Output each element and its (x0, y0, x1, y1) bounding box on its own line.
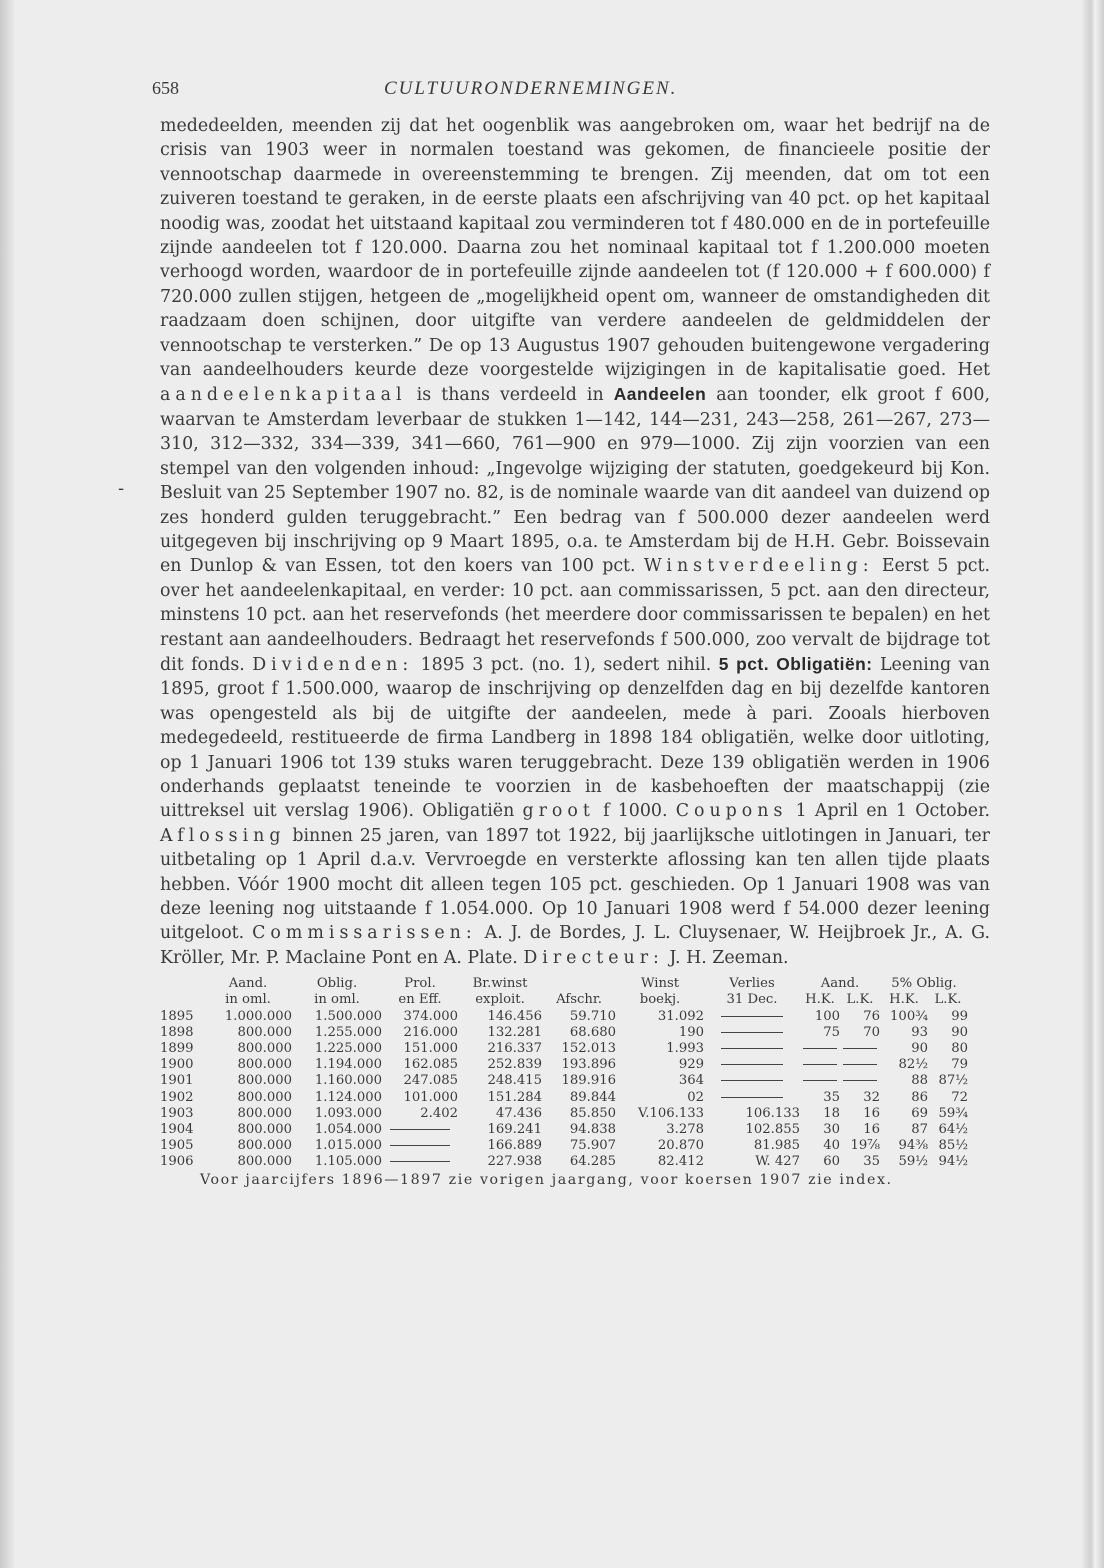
financial-table (160, 976, 968, 1170)
table-cell: 3.278 (666, 1122, 704, 1138)
table-cell: 189.916 (561, 1073, 616, 1089)
table-cell: 102.855 (745, 1122, 800, 1138)
year-cell: 1898 (160, 1024, 194, 1040)
table-cell: 800.000 (237, 1122, 292, 1138)
table-cell: 800.000 (237, 1138, 292, 1154)
table-cell: 80 (951, 1041, 968, 1057)
dash-placeholder (721, 1064, 783, 1065)
spaced-term-aandeelenkapitaal: aandeelenkapitaal (160, 385, 407, 406)
year-cell: 1904 (160, 1122, 194, 1138)
table-cell (704, 1057, 800, 1073)
dash-placeholder (721, 1016, 783, 1017)
body-paragraph (160, 114, 990, 970)
page-edge-right (1082, 0, 1104, 1568)
table-cell: 374.000 (403, 1008, 458, 1024)
table-cell: 166.889 (487, 1138, 542, 1154)
dash-placeholder (843, 1064, 877, 1065)
table-cell: 162.085 (403, 1057, 458, 1073)
table-cell: 82½ (898, 1057, 928, 1073)
text-run: 1895 3 pct. (no. 1), sedert nihil. (413, 654, 719, 675)
year-cell: 1900 (160, 1057, 194, 1073)
page-edge-left (0, 0, 14, 1568)
table-cell (382, 1138, 458, 1154)
table-cell: 82.412 (657, 1154, 704, 1170)
table-cell: 87½ (938, 1073, 968, 1089)
table-header-cell: Br.winst (472, 976, 528, 992)
text-run: aan toonder, elk groot f 600, waarvan te Amsterdam leverbaar de stukken 1—142, 144—231, 243—258, 261—267, 273—310, 312—332, 334—339, 341—660, 761—900 en 979—1000. Zij zijn voorzien van een stempel van den volgenden inhoud: „Ingevolge wijziging der statuten, goedgekeurd bij Kon. Besluit van 25 September 1907 no. 82, is de nominale waarde van dit aandeel van duizend op zes honderd gulden teruggebracht.” Een bedrag van f 500.000 dezer aandeelen werd uitgegeven bij inschrijving op 9 Maart 1895, o.a. te Amsterdam bij de H.H. Gebr. Boissevain en Dunlop & van Essen, tot den koers van 100 pct. (160, 385, 990, 577)
year-cell: 1902 (160, 1089, 194, 1105)
table-cell (704, 1041, 800, 1057)
table-header-row (160, 992, 968, 1008)
table-cell: 18 (823, 1105, 840, 1121)
table-cell: 800.000 (237, 1041, 292, 1057)
text-run: binnen 25 jaren, van 1897 tot 1922, bij jaarlijksche uitlotingen in Januari, ter uitbetaling op 1 April d.a.v. Vervroegde en versterkte aflossing kan ten allen tijde plaats hebben. Vóór 1900 mocht dit alleen tegen 105 pct. geschieden. Op 1 Januari 1908 was van deze leening nog uitstaande f 1.054.000. Op 10 Januari 1908 werd f 54.000 dezer leening uitgeloot. (160, 825, 990, 944)
dash-placeholder (721, 1048, 783, 1049)
table-cell: 86 (911, 1089, 928, 1105)
margin-mark: - (118, 478, 125, 499)
dash-placeholder (721, 1097, 783, 1098)
page-number: 658 (152, 78, 179, 98)
table-header-cell: in oml. (225, 992, 271, 1008)
table-cell (800, 1041, 840, 1057)
table-row (160, 1041, 968, 1057)
table-cell: 227.938 (487, 1154, 542, 1170)
table-header-cell: exploit. (475, 992, 525, 1008)
table-header-cell: 5% Oblig. (891, 976, 957, 992)
year-cell: 1905 (160, 1138, 194, 1154)
table-cell: V.106.133 (638, 1105, 704, 1121)
year-cell: 1906 (160, 1154, 194, 1170)
table-cell: 800.000 (237, 1073, 292, 1089)
table-cell (704, 1009, 800, 1025)
table-header-cell: en Eff. (398, 992, 442, 1008)
table-cell: 190 (678, 1024, 704, 1040)
text-run: mededeelden, meenden zij dat het oogenblik was aangebroken om, waar het bedrijf na de crisis van 1903 weer in normalen toestand was gekomen, de financieele positie der vennootschap daarmede in overeenstemming te brengen. Zij meenden, dat om tot een zuiveren toestand te geraken, in de eerste plaats een afschrijving van 40 pct. op het kapitaal noodig was, zoodat het uitstaand kapitaal zou verminderen tot f 480.000 en de in portefeuille zijnde aandeelen tot f 120.000. Daarna zou het nominaal kapitaal tot f 1.200.000 moeten verhoogd worden, waardoor de in portefeuille zijnde aandeelen tot (f 120.000 + f 600.000) f 720.000 zullen stijgen, hetgeen de „mogelijkheid opent om, wanneer de omstandigheden dit raadzaam doen schijnen, door uitgifte van verdere aandeelen de geldmiddelen der vennootschap te versterken.” De op 13 Augustus 1907 gehouden buitengewone vergadering van aandeelhouders keurde deze voorgestelde wijzigingen in de kapitalisatie goed. Het (160, 116, 990, 381)
table-cell: 75 (823, 1024, 840, 1040)
table-row (160, 1073, 968, 1089)
table-row (160, 1122, 968, 1138)
table-cell: 1.054.000 (314, 1122, 382, 1138)
table-header-cell: H.K. (889, 992, 919, 1008)
table-cell (800, 1073, 840, 1089)
spaced-term-directeur: Directeur: (523, 947, 664, 968)
table-row (160, 1090, 968, 1106)
table-cell: 1.015.000 (314, 1138, 382, 1154)
year-cell: 1899 (160, 1041, 194, 1057)
running-title: CULTUURONDERNEMINGEN. (384, 78, 678, 99)
table-cell: 90 (951, 1024, 968, 1040)
table-cell (704, 1073, 800, 1089)
table-cell: 75.907 (569, 1138, 616, 1154)
table-row (160, 1106, 968, 1122)
table-row (160, 1154, 968, 1170)
book-page (152, 78, 990, 1188)
table-cell (840, 1041, 880, 1057)
table-cell: 93 (911, 1024, 928, 1040)
table-cell: 248.415 (487, 1073, 542, 1089)
spaced-term-commissarissen: Commissarissen: (252, 923, 477, 944)
table-cell: 1.194.000 (314, 1057, 382, 1073)
table-cell: 800.000 (237, 1089, 292, 1105)
table-cell: 1.105.000 (314, 1154, 382, 1170)
table-header-cell: Oblig. (316, 976, 358, 992)
table-cell: 19⅞ (850, 1138, 880, 1154)
spaced-term-dividenden: Dividenden: (252, 654, 414, 675)
table-cell: 85.850 (569, 1105, 616, 1121)
table-cell: 100 (814, 1008, 840, 1024)
spaced-term-winstverdeeling: Winstverdeeling: (643, 556, 874, 577)
table-cell: 87 (911, 1122, 928, 1138)
table-cell: 35 (863, 1154, 880, 1170)
dash-placeholder (390, 1161, 450, 1162)
table-cell: 193.896 (561, 1057, 616, 1073)
table-cell: 94.838 (569, 1122, 616, 1138)
text-run: Eerst 5 pct. over het aandeelenkapitaal, en verder: 10 pct. aan commissarissen, 5 pct. aan den directeur, minstens 10 pct. aan het reservefonds (het meerdere door commissarissen te bepalen) en het restant aan aandeelhouders. Bedraagt het reservefonds f 500.000, zoo vervalt de bijdrage tot dit fonds. (160, 556, 990, 675)
table-body (160, 1009, 968, 1171)
table-cell: 16 (863, 1122, 880, 1138)
table-cell: 132.281 (487, 1024, 542, 1040)
table-cell: 94½ (938, 1154, 968, 1170)
table-cell: 247.085 (403, 1073, 458, 1089)
table-header-cell: L.K. (934, 992, 962, 1008)
table-cell: 106.133 (745, 1105, 800, 1121)
table-cell: 1.000.000 (224, 1008, 292, 1024)
table-header-row (160, 976, 968, 992)
table-cell: 89.844 (569, 1089, 616, 1105)
table-cell: 72 (951, 1089, 968, 1105)
table-row (160, 1138, 968, 1154)
dash-placeholder (843, 1048, 877, 1049)
table-cell: 929 (678, 1057, 704, 1073)
section-heading-obligatien: 5 pct. Obligatiën: (718, 653, 873, 674)
table-cell: 1.993 (666, 1041, 704, 1057)
page-header (152, 78, 990, 112)
text-run: is thans verdeeld in (406, 385, 614, 406)
table-cell: 1.255.000 (314, 1024, 382, 1040)
table-row (160, 1025, 968, 1041)
table-cell: 76 (863, 1008, 880, 1024)
table-cell: 1.225.000 (314, 1041, 382, 1057)
table-cell (800, 1057, 840, 1073)
table-cell: 59½ (898, 1154, 928, 1170)
table-row (160, 1009, 968, 1025)
table-cell: 100¾ (890, 1008, 928, 1024)
table-cell: 364 (678, 1073, 704, 1089)
dash-placeholder (721, 1032, 783, 1033)
text-run: J. H. Zeeman. (663, 947, 789, 968)
dash-placeholder (721, 1080, 783, 1081)
table-header-cell: Aand. (820, 976, 860, 992)
table-cell: 31.092 (657, 1008, 704, 1024)
table-cell: 94⅜ (898, 1138, 928, 1154)
table-cell: 800.000 (237, 1105, 292, 1121)
table-cell: 1.160.000 (314, 1073, 382, 1089)
table-header-cell (160, 976, 204, 992)
table-header-cell: 31 Dec. (726, 992, 778, 1008)
table-header-cell: Afschr. (556, 992, 602, 1008)
year-cell: 1903 (160, 1105, 194, 1121)
table-cell: 152.013 (561, 1041, 616, 1057)
table-cell: 64.285 (569, 1154, 616, 1170)
table-header-cell: in oml. (314, 992, 360, 1008)
table-header-cell: H.K. (805, 992, 835, 1008)
table-cell: 101.000 (403, 1089, 458, 1105)
table-cell: 800.000 (237, 1154, 292, 1170)
table-cell: 800.000 (237, 1057, 292, 1073)
dash-placeholder (803, 1064, 837, 1065)
table-row (160, 1057, 968, 1073)
table-cell: 59¾ (938, 1105, 968, 1121)
table-header-cell (542, 976, 616, 992)
table-cell (840, 1057, 880, 1073)
dash-placeholder (843, 1080, 877, 1081)
table-cell: 47.436 (495, 1105, 542, 1121)
dash-placeholder (803, 1080, 837, 1081)
table-header-cell: Prol. (404, 976, 436, 992)
table-cell: 64½ (938, 1122, 968, 1138)
year-cell: 1901 (160, 1073, 194, 1089)
table-cell: 146.456 (487, 1008, 542, 1024)
table-cell (382, 1122, 458, 1138)
table-cell: 2.402 (420, 1105, 458, 1121)
table-cell: 252.839 (487, 1057, 542, 1073)
spaced-term-groot: groot (522, 801, 595, 822)
table-cell: 169.241 (487, 1122, 542, 1138)
table-cell: 85½ (938, 1138, 968, 1154)
table-cell: 16 (863, 1105, 880, 1121)
dash-placeholder (390, 1129, 450, 1130)
table-cell: 20.870 (657, 1138, 704, 1154)
dash-placeholder (803, 1048, 837, 1049)
text-run: f 1000. (594, 801, 676, 822)
table-cell: 59.710 (569, 1008, 616, 1024)
dash-placeholder (390, 1145, 450, 1146)
table-cell: 30 (823, 1122, 840, 1138)
table-cell (382, 1154, 458, 1170)
section-heading-aandeelen: Aandeelen (613, 384, 707, 405)
table-cell: 151.000 (403, 1041, 458, 1057)
spaced-term-coupons: Coupons (675, 801, 788, 822)
table-cell (704, 1025, 800, 1041)
text-run: Leening van 1895, groot f 1.500.000, waarop de inschrijving op denzelfden dag en bij dezelfde kantoren was opengesteld als bij de uitgifte der aandeelen, mede à pari. Zooals hierboven medegedeeld, restitueerde de firma Landberg in 1898 184 obligatiën, welke door uitloting, op 1 Januari 1906 tot 139 stuks waren teruggebracht. Deze 139 obligatiën werden in 1906 onderhands geplaatst teneinde te voorzien in de kasbehoeften der maatschappij (zie uittreksel uit verslag 1906). Obligatiën (160, 654, 990, 822)
table-cell: 216.000 (403, 1024, 458, 1040)
table-footnote: Voor jaarcijfers 1896—1897 zie vorigen jaargang, voor koersen 1907 zie index. (200, 1171, 893, 1188)
table-cell: 1.124.000 (314, 1089, 382, 1105)
table-cell: 60 (823, 1154, 840, 1170)
table-cell: 32 (863, 1089, 880, 1105)
table-header-cell: L.K. (846, 992, 874, 1008)
table-cell: 81.985 (753, 1138, 800, 1154)
table-cell: 68.680 (569, 1024, 616, 1040)
table-cell: 151.284 (487, 1089, 542, 1105)
table-header-cell: Aand. (228, 976, 268, 992)
table-cell: 1.500.000 (314, 1008, 382, 1024)
table-cell: 79 (951, 1057, 968, 1073)
table-cell: 99 (951, 1008, 968, 1024)
spaced-term-aflossing: Aflossing (160, 825, 286, 846)
table-cell: W. 427 (755, 1154, 800, 1170)
table-cell: 70 (863, 1024, 880, 1040)
table-cell: 69 (911, 1105, 928, 1121)
table-cell: 90 (911, 1041, 928, 1057)
table-cell: 88 (911, 1073, 928, 1089)
table-cell: 40 (823, 1138, 840, 1154)
table-cell: 216.337 (487, 1041, 542, 1057)
table-cell: 800.000 (237, 1024, 292, 1040)
year-cell: 1895 (160, 1008, 194, 1024)
text-run: 1 April en 1 October. (787, 801, 990, 822)
table-cell (704, 1090, 800, 1106)
table-header-cell (160, 992, 204, 1008)
table-cell: 35 (823, 1089, 840, 1105)
table-cell (840, 1073, 880, 1089)
table-cell: 1.093.000 (314, 1105, 382, 1121)
table-header-cell: Winst (640, 976, 680, 992)
table-header-cell: Verlies (729, 976, 775, 992)
text-run: A. J. de Bordes, J. L. Cluysenaer, W. Heijbroek Jr., A. G. Kröller, Mr. P. Maclaine Pont en A. Plate. (160, 923, 990, 968)
table-cell: 02 (687, 1089, 704, 1105)
table-header-cell: boekj. (639, 992, 681, 1008)
